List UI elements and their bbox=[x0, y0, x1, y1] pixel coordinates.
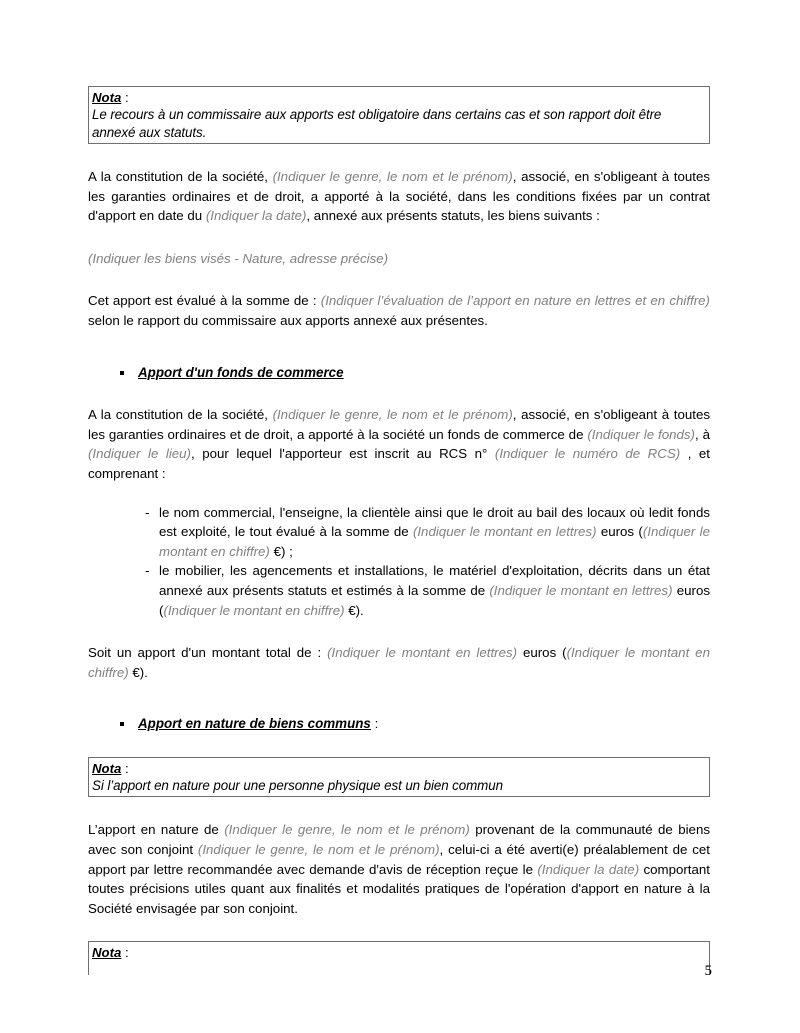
para-6-seg-1: L’apport en nature de bbox=[88, 822, 225, 838]
dash-0-seg-2: euros ( bbox=[596, 524, 643, 540]
paragraph-apport-biens-communs bbox=[88, 820, 710, 918]
page-content bbox=[88, 86, 710, 975]
placeholder-date: (Indiquer la date) bbox=[205, 208, 307, 224]
placeholder-fonds: (Indiquer le fonds) bbox=[587, 426, 695, 442]
para-3-seg-1: Cet apport est évalué à la somme de : bbox=[88, 293, 321, 309]
para-4-seg-5: , et comprenant : bbox=[88, 446, 711, 481]
placeholder-biens-vises: (Indiquer les biens visés - Nature, adresse précise) bbox=[88, 250, 389, 266]
nota-3-colon: : bbox=[121, 945, 129, 961]
nota-2-heading bbox=[92, 760, 707, 777]
placeholder-date: (Indiquer la date) bbox=[537, 861, 640, 877]
square-bullet-icon bbox=[120, 722, 124, 726]
placeholder-evaluation-apport: (Indiquer l’évaluation de l’apport en nature en lettres et en chiffre) bbox=[320, 293, 710, 309]
placeholder-genre-nom-prenom: (Indiquer le genre, le nom et le prénom) bbox=[224, 822, 470, 838]
para-4-seg-2: , associé, en s'obligeant à toutes les garanties ordinaires et de droit, a apporté à la société un fonds de commerce de bbox=[88, 407, 710, 442]
spacer bbox=[88, 484, 710, 503]
para-4-seg-3: , à bbox=[694, 426, 710, 442]
paragraph-evaluation-apport bbox=[88, 291, 710, 330]
spacer bbox=[88, 734, 710, 757]
para-1-seg-1: A la constitution de la société, bbox=[88, 169, 273, 184]
para-5-seg-2: euros ( bbox=[517, 645, 567, 661]
para-1-seg-3: , annexé aux présents statuts, les biens suivants : bbox=[306, 208, 600, 224]
nota-3-label: Nota bbox=[92, 945, 122, 961]
para-4-seg-4: , pour lequel l'apporteur est inscrit au RCS n° bbox=[191, 446, 495, 462]
nota-box-2 bbox=[88, 757, 710, 798]
placeholder-genre-nom-prenom: (Indiquer le genre, le nom et le prénom) bbox=[272, 407, 513, 423]
bullet-1-title: Apport d'un fonds de commerce bbox=[138, 364, 344, 380]
para-5-seg-3: €). bbox=[128, 664, 148, 680]
placeholder-genre-nom-prenom: (Indiquer le genre, le nom et le prénom) bbox=[272, 169, 513, 184]
para-5-seg-1: Soit un apport d'un montant total de : bbox=[88, 645, 328, 661]
page-number: 5 bbox=[704, 963, 712, 979]
square-bullet-icon bbox=[120, 371, 124, 375]
placeholder-montant-en-lettres: (Indiquer le montant en lettres) bbox=[327, 645, 518, 661]
dash-1-seg-3: €). bbox=[344, 602, 364, 618]
dash-1-seg-2: euros ( bbox=[159, 582, 710, 618]
dash-list-fonds-elements bbox=[88, 503, 710, 621]
bullet-2-title: Apport en nature de biens communs bbox=[138, 716, 371, 732]
bullet-heading-biens-communs bbox=[88, 714, 710, 734]
dash-0-seg-1: le nom commercial, l'enseigne, la clientèle ainsi que le droit au bail des locaux où ledit fonds est exploité, le tout évalué à la somme de bbox=[159, 504, 710, 540]
spacer bbox=[88, 331, 710, 354]
nota-2-label: Nota bbox=[92, 760, 122, 776]
dash-mark: - bbox=[145, 563, 150, 579]
spacer bbox=[88, 382, 710, 405]
spacer bbox=[88, 354, 710, 363]
placeholder-montant-en-lettres: (Indiquer le montant en lettres) bbox=[489, 582, 673, 598]
nota-1-heading bbox=[92, 89, 707, 106]
list-item bbox=[145, 503, 710, 562]
para-4-seg-1: A la constitution de la société, bbox=[88, 407, 273, 423]
placeholder-montant-en-chiffre: (Indiquer le montant en chiffre) bbox=[88, 645, 710, 680]
dash-0-seg-3: €) ; bbox=[269, 543, 293, 559]
spacer bbox=[88, 918, 710, 941]
bullet-heading-fonds-de-commerce bbox=[88, 363, 710, 383]
nota-2-colon: : bbox=[121, 760, 129, 776]
nota-box-1 bbox=[88, 86, 710, 144]
bullet-2-tail: : bbox=[370, 716, 379, 732]
dash-mark: - bbox=[145, 504, 150, 520]
list-item bbox=[145, 561, 710, 620]
para-6-seg-4: comportant toutes précisions utiles quant aux finalités et modalités pratiques de l'opération d'apport en nature à la Société envisagée par son conjoint. bbox=[88, 861, 710, 916]
spacer bbox=[88, 268, 710, 291]
nota-1-body: Le recours à un commissaire aux apports est obligatoire dans certains cas et son rapport doit être annexé aux statuts. bbox=[92, 107, 662, 140]
spacer bbox=[88, 797, 710, 820]
nota-3-heading bbox=[92, 944, 707, 961]
paragraph-biens-vises bbox=[88, 249, 710, 269]
spacer bbox=[88, 144, 710, 167]
placeholder-montant-en-chiffre: (Indiquer le montant en chiffre) bbox=[159, 524, 710, 559]
paragraph-montant-total bbox=[88, 643, 710, 682]
paragraph-apport-constitution bbox=[88, 167, 710, 226]
dash-1-seg-1: le mobilier, les agencements et installations, le matériel d'exploitation, décrits dans un état annexé aux présents statuts et estimés à la somme de bbox=[159, 563, 710, 598]
paragraph-apport-fonds-commerce bbox=[88, 405, 710, 483]
para-1-seg-2: , associé, en s'obligeant à toutes les garanties ordinaires et de droit, a apporté à la société, dans les conditions fixées par un contrat d'apport en date du bbox=[88, 169, 710, 224]
spacer bbox=[88, 620, 710, 643]
placeholder-numero-rcs: (Indiquer le numéro de RCS) bbox=[494, 446, 681, 462]
placeholder-lieu: (Indiquer le lieu) bbox=[88, 446, 191, 462]
para-3-seg-2: selon le rapport du commissaire aux apports annexé aux présentes. bbox=[88, 312, 488, 328]
placeholder-montant-en-chiffre: (Indiquer le montant en chiffre) bbox=[163, 602, 345, 618]
nota-2-body: Si l’apport en nature pour une personne physique est un bien commun bbox=[92, 777, 503, 793]
nota-1-colon: : bbox=[121, 90, 129, 105]
para-6-seg-2: provenant de la communauté de biens avec son conjoint bbox=[88, 822, 710, 857]
placeholder-genre-nom-prenom-conjoint: (Indiquer le genre, le nom et le prénom) bbox=[197, 841, 440, 857]
placeholder-montant-en-lettres: (Indiquer le montant en lettres) bbox=[412, 524, 597, 540]
spacer bbox=[88, 705, 710, 714]
spacer bbox=[88, 682, 710, 705]
spacer bbox=[88, 226, 710, 249]
para-6-seg-3: , celui-ci a été averti(e) préalablement de cet apport par lettre recommandée avec demande d'avis de réception reçue le bbox=[88, 841, 710, 877]
nota-1-label: Nota bbox=[92, 90, 122, 105]
